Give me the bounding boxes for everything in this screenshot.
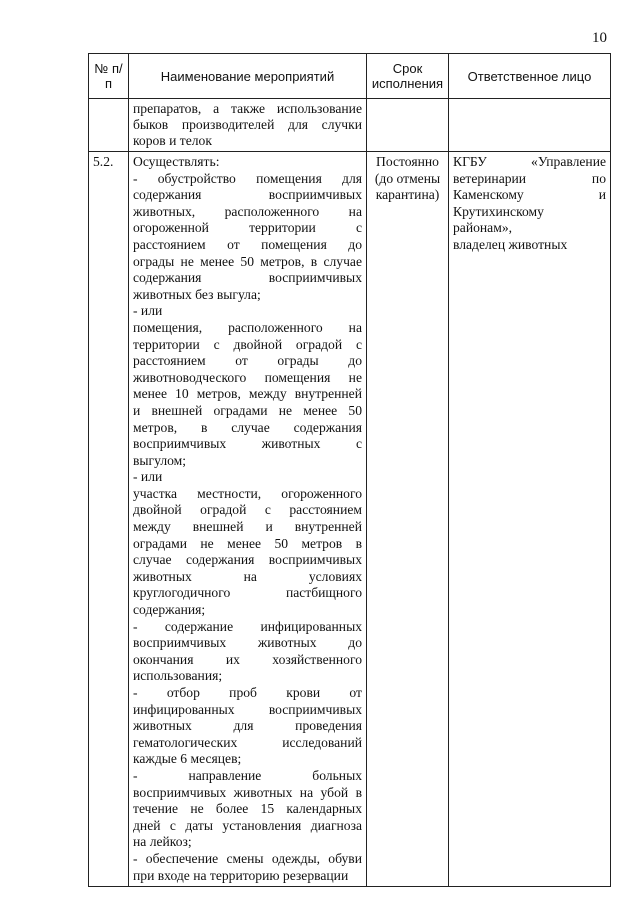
text-line: владелец животных (453, 236, 568, 252)
header-num: № п/п (89, 54, 129, 99)
text-line: инфицированных восприимчивых (133, 701, 362, 717)
text-line: - направление больных (133, 767, 362, 783)
page-number: 10 (592, 30, 607, 46)
cell-deadline-empty (367, 99, 449, 152)
text-line: животных, расположенного на (133, 203, 362, 219)
text-line: препаратов, а также использование (133, 101, 362, 116)
text-line: расстоянием от помещения до (133, 236, 362, 252)
text-line: случае содержания восприимчивых (133, 552, 362, 568)
deadline-text (367, 152, 449, 887)
text-line: (до отмены (374, 170, 441, 186)
text-line: животных для проведения (133, 718, 362, 734)
header-responsible: Ответственное лицо (449, 54, 611, 99)
text-line: ограды не менее 50 метров, в случае (133, 253, 362, 269)
text-line: Крутихинскому (453, 203, 544, 219)
text-line: восприимчивых животных на убой в (133, 784, 362, 800)
text-line: окончания их хозяйственного (133, 651, 362, 667)
text-line: Постоянно (376, 154, 439, 169)
cell-continuation-text (129, 99, 367, 152)
text-line: между внешней и внутренней (133, 519, 362, 535)
text-line: животных без выгула; (133, 286, 261, 302)
text-line: быков производителей для случки (133, 117, 362, 132)
text-line: животноводческого помещения не (133, 369, 362, 385)
text-line: содержания восприимчивых (133, 187, 362, 203)
measures-table (88, 53, 611, 887)
text-line: помещения, расположенного на (133, 319, 362, 335)
text-line: течение не более 15 календарных (133, 801, 362, 817)
table-header-row (89, 54, 611, 99)
text-line: менее 10 метров, между внутренней (133, 386, 362, 402)
text-line: каждые 6 месяцев; (133, 751, 242, 767)
text-line: дней с даты установления диагноза (133, 817, 362, 833)
row-number: 5.2. (89, 152, 129, 887)
text-line: КГБУ «Управление (453, 154, 606, 169)
text-line: выгулом; (133, 452, 187, 468)
text-line: двойной оградой с расстоянием (133, 502, 362, 518)
table-row-continuation (89, 99, 611, 152)
header-deadline: Срок исполнения (367, 54, 449, 99)
text-line: метров, в случае содержания (133, 419, 362, 435)
text-line: оградами не менее 50 метров в (133, 535, 362, 551)
text-line: животных на условиях (133, 568, 362, 584)
text-line: - или (133, 469, 163, 485)
text-line: расстоянием от ограды до (133, 353, 362, 369)
text-line: - содержание инфицированных (133, 618, 362, 634)
table-row-5-2 (89, 152, 611, 887)
text-line: районам», (453, 220, 513, 236)
text-line: Осуществлять: (133, 154, 220, 169)
text-line: территории с двойной оградой с (133, 336, 362, 352)
text-line: - обеспечение смены одежды, обуви (133, 850, 362, 866)
text-line: восприимчивых животных с (133, 436, 362, 452)
text-line: восприимчивых животных до (133, 635, 362, 651)
text-line: ветеринарии по (453, 170, 606, 186)
text-line: при входе на территорию резервации (133, 867, 349, 883)
text-line: Каменскому и (453, 187, 606, 203)
text-line: и внешней оградами не менее 50 (133, 402, 362, 418)
text-line: гематологических исследований (133, 734, 362, 750)
text-line: круглогодичного пастбищного (133, 585, 362, 601)
text-line: содержания; (133, 602, 206, 618)
text-line: коров и телок (133, 133, 212, 148)
text-line: использования; (133, 668, 223, 684)
text-line: участка местности, огороженного (133, 485, 362, 501)
cell-responsible-empty (449, 99, 611, 152)
text-line: - отбор проб крови от (133, 685, 362, 700)
cell-num-empty (89, 99, 129, 152)
measures-text (129, 152, 367, 887)
text-line: - или (133, 303, 163, 319)
text-line: - обустройство помещения для (133, 170, 362, 186)
text-line: огороженной территории с (133, 220, 362, 236)
text-line: содержания восприимчивых (133, 270, 362, 286)
header-name: Наименование мероприятий (129, 54, 367, 99)
responsible-text (449, 152, 611, 887)
text-line: карантина) (375, 187, 440, 203)
text-line: на лейкоз; (133, 834, 192, 850)
